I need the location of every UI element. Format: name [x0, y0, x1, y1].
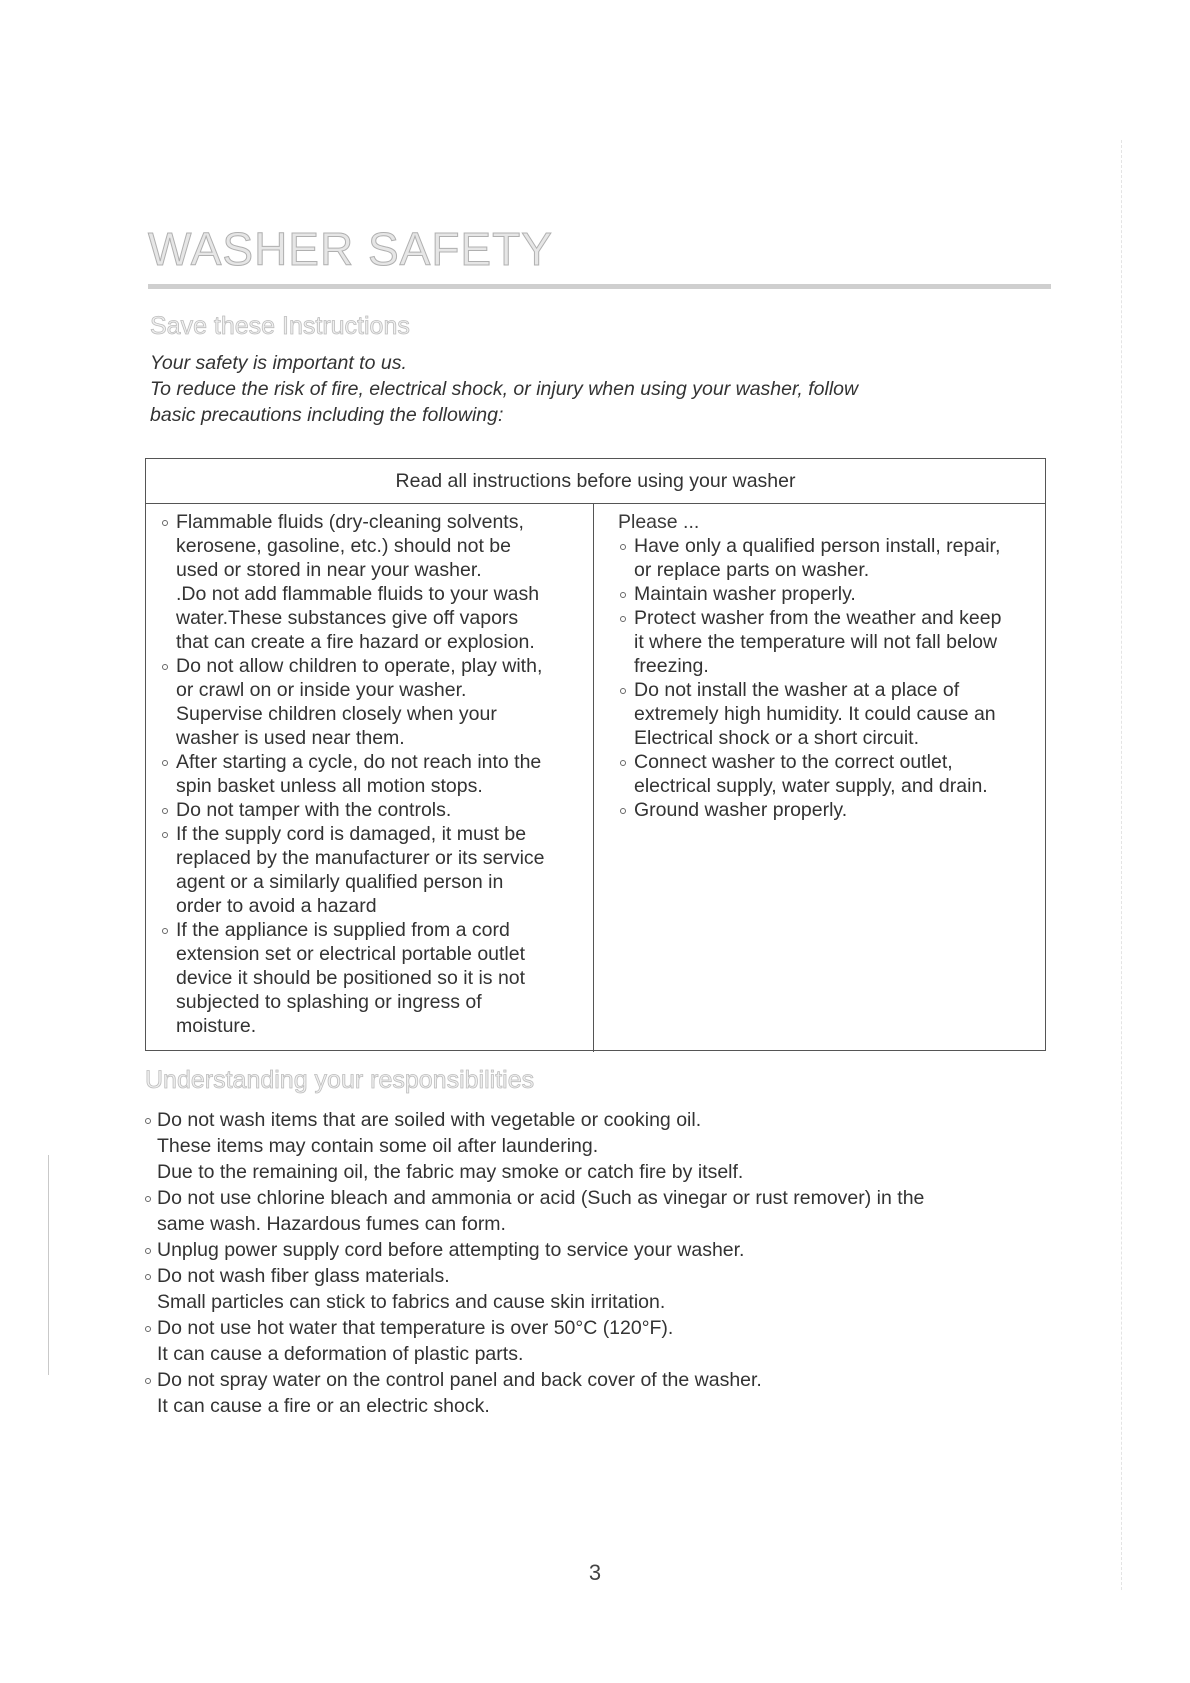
- item-line: Do not spray water on the control panel and back cover of the washer.: [157, 1369, 762, 1391]
- scan-edge-mark: [48, 1155, 49, 1375]
- item-line: Ground washer properly.: [634, 799, 848, 821]
- box-left-column: [146, 504, 594, 1052]
- item-line: Unplug power supply cord before attempting to service your washer.: [157, 1239, 745, 1261]
- item-line: If the supply cord is damaged, it must be: [176, 823, 527, 845]
- box-right-column: [594, 504, 1045, 1052]
- right-list-item: [618, 534, 1035, 582]
- right-list-item: [618, 798, 1035, 822]
- left-list-item: [160, 798, 583, 822]
- item-line: kerosene, gasoline, etc.) should not be: [176, 535, 511, 557]
- item-line: If the appliance is supplied from a cord: [176, 919, 510, 941]
- right-item-list: [618, 534, 1035, 822]
- responsibility-item: [145, 1107, 1045, 1185]
- left-list-item: [160, 750, 583, 798]
- item-line: Connect washer to the correct outlet,: [634, 751, 953, 773]
- responsibility-item: [145, 1263, 1045, 1315]
- responsibilities-section: [145, 1107, 1045, 1419]
- item-line: Electrical shock or a short circuit.: [634, 727, 920, 749]
- box-header: Read all instructions before using your washer: [146, 459, 1045, 504]
- title-divider: [148, 284, 1051, 289]
- item-line: or crawl on or inside your washer.: [176, 679, 467, 701]
- item-line: It can cause a deformation of plastic parts.: [157, 1343, 524, 1365]
- item-line: replaced by the manufacturer or its service: [176, 847, 545, 869]
- intro-text: [150, 350, 990, 428]
- item-line: used or stored in near your washer.: [176, 559, 482, 581]
- left-list-item: [160, 822, 583, 918]
- page-title: WASHER SAFETY: [148, 223, 553, 275]
- left-item-list: [160, 510, 583, 1038]
- item-line: Maintain washer properly.: [634, 583, 856, 605]
- intro-line: To reduce the risk of fire, electrical shock, or injury when using your washer, follow: [150, 378, 859, 400]
- responsibilities-heading: Understanding your responsibilities: [145, 1066, 535, 1094]
- responsibilities-list: [145, 1107, 1045, 1419]
- item-line: These items may contain some oil after laundering.: [157, 1135, 599, 1157]
- item-line: device it should be positioned so it is not: [176, 967, 526, 989]
- item-line: agent or a similarly qualified person in: [176, 871, 504, 893]
- intro-line: basic precautions including the following:: [150, 404, 504, 426]
- item-line: water.These substances give off vapors: [176, 607, 519, 629]
- item-line: Due to the remaining oil, the fabric may smoke or catch fire by itself.: [157, 1161, 744, 1183]
- item-line: Small particles can stick to fabrics and cause skin irritation.: [157, 1291, 666, 1313]
- item-line: spin basket unless all motion stops.: [176, 775, 483, 797]
- item-line: Do not wash items that are soiled with vegetable or cooking oil.: [157, 1109, 702, 1131]
- left-list-item: [160, 654, 583, 750]
- item-line: washer is used near them.: [176, 727, 405, 749]
- page-number: 3: [588, 1560, 602, 1585]
- item-line: that can create a fire hazard or explosion.: [176, 631, 535, 653]
- item-line: Protect washer from the weather and keep: [634, 607, 1002, 629]
- item-line: Flammable fluids (dry-cleaning solvents,: [176, 511, 524, 533]
- item-line: order to avoid a hazard: [176, 895, 377, 917]
- item-line: Have only a qualified person install, repair,: [634, 535, 1001, 557]
- item-line: freezing.: [634, 655, 709, 677]
- left-list-item: [160, 510, 583, 654]
- item-line: Supervise children closely when your: [176, 703, 497, 725]
- responsibility-item: [145, 1185, 1045, 1237]
- item-line: subjected to splashing or ingress of: [176, 991, 482, 1013]
- intro-line: Your safety is important to us.: [150, 352, 407, 374]
- right-list-item: [618, 582, 1035, 606]
- item-line: Do not install the washer at a place of: [634, 679, 960, 701]
- item-line: Do not allow children to operate, play with,: [176, 655, 543, 677]
- instructions-box: [145, 458, 1046, 1051]
- right-list-item: [618, 678, 1035, 750]
- item-line: Do not use chlorine bleach and ammonia or acid (Such as vinegar or rust remover) in the: [157, 1187, 925, 1209]
- please-label: Please ...: [618, 511, 700, 533]
- item-line: it where the temperature will not fall below: [634, 631, 998, 653]
- item-line: extension set or electrical portable outlet: [176, 943, 526, 965]
- item-line: .Do not add flammable fluids to your wash: [176, 583, 540, 605]
- responsibility-item: [145, 1315, 1045, 1367]
- item-line: electrical supply, water supply, and drain.: [634, 775, 988, 797]
- item-line: It can cause a fire or an electric shock.: [157, 1395, 490, 1417]
- item-line: same wash. Hazardous fumes can form.: [157, 1213, 506, 1235]
- left-list-item: [160, 918, 583, 1038]
- responsibility-item: [145, 1237, 1045, 1263]
- item-line: After starting a cycle, do not reach into the: [176, 751, 542, 773]
- right-list-item: [618, 606, 1035, 678]
- responsibility-item: [145, 1367, 1045, 1419]
- item-line: Do not wash fiber glass materials.: [157, 1265, 450, 1287]
- right-list-item: [618, 750, 1035, 798]
- item-line: Do not tamper with the controls.: [176, 799, 452, 821]
- item-line: Do not use hot water that temperature is over 50°C (120°F).: [157, 1317, 674, 1339]
- item-line: moisture.: [176, 1015, 257, 1037]
- scan-edge: [1121, 140, 1128, 1590]
- item-line: or replace parts on washer.: [634, 559, 870, 581]
- item-line: extremely high humidity. It could cause an: [634, 703, 996, 725]
- save-instructions-heading: Save these Instructions: [150, 312, 410, 340]
